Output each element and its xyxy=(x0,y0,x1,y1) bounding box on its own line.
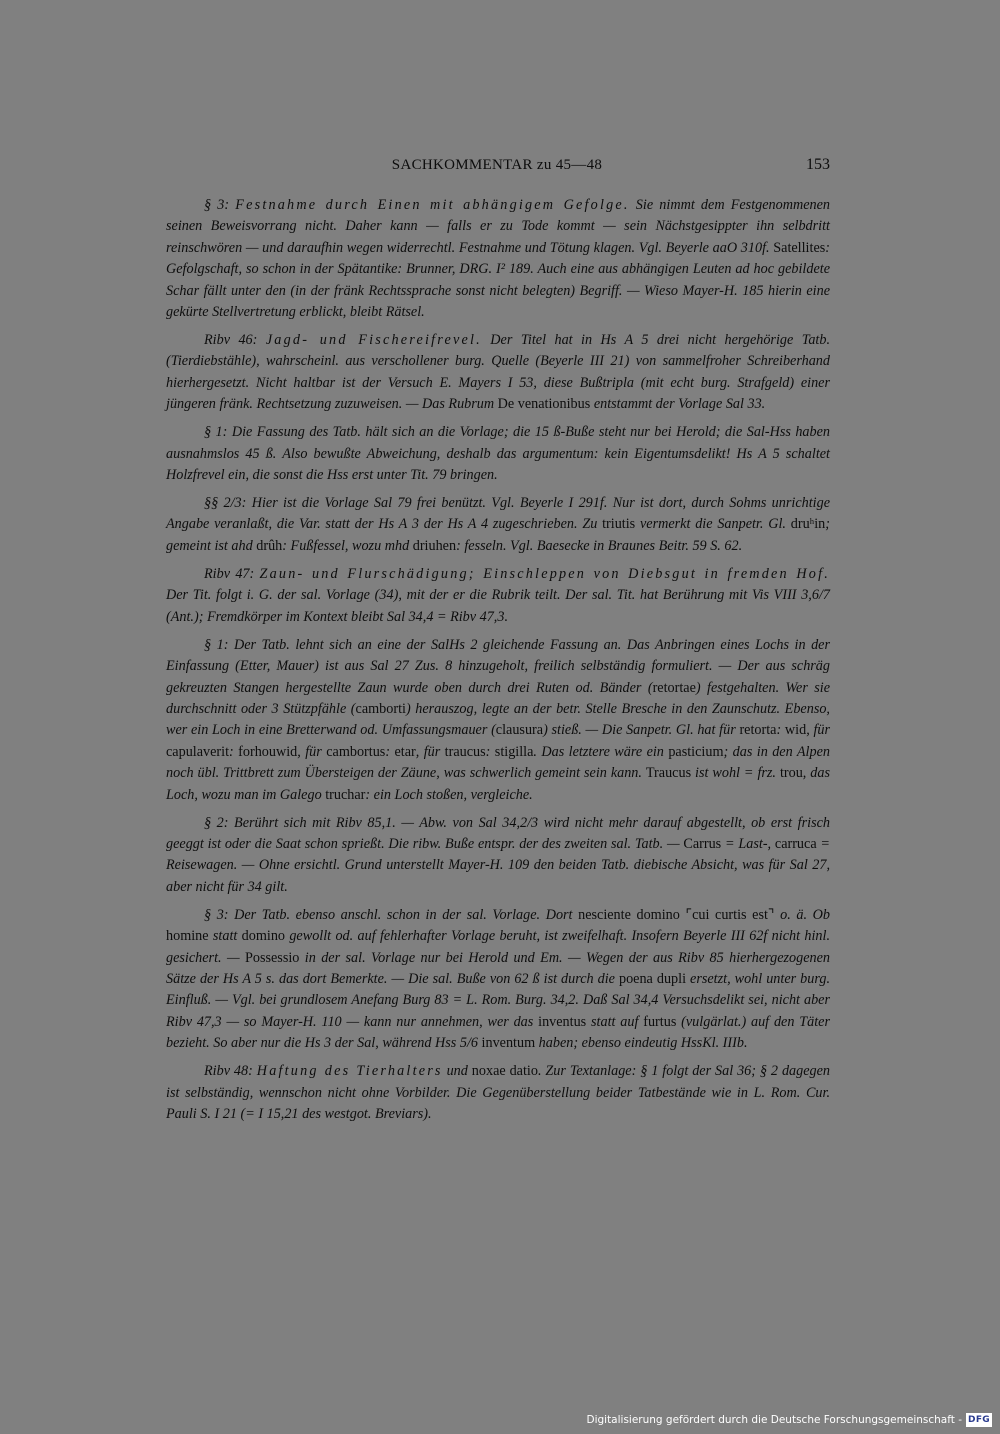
dfg-logo-icon: DFG xyxy=(966,1413,992,1427)
latin-term: carruca xyxy=(774,835,817,852)
latin-term: Satellites xyxy=(773,239,826,256)
paragraph xyxy=(166,905,830,1055)
latin-term: driuhen xyxy=(412,537,457,554)
text-run: = Reisewagen. — Ohne ersichtl. Grund unterstellt Mayer-H. 109 den beiden Tatb. diebische Absicht, was für Sal 27, aber nicht für 34 gilt. xyxy=(166,835,830,895)
text-run: ) stieß. — Die Sanpetr. Gl. hat für xyxy=(543,722,740,739)
text-run: . Das letztere wäre ein xyxy=(533,743,669,760)
text-run: entstammt der Vorlage Sal 33. xyxy=(590,396,766,413)
section-heading-spaced: Festnahme durch Einen mit abhängigem Gefolge. xyxy=(235,197,630,213)
text-run: Ribv 48: xyxy=(204,1063,257,1080)
text-run: ) festgehalten. Wer sie durchschnitt oder 3 Stützpfähle ( xyxy=(166,679,830,717)
latin-term: capulaverit xyxy=(166,743,230,760)
text-run: haben; ebenso eindeutig HssKl. IIIb. xyxy=(535,1035,748,1052)
text-run: Sie nimmt dem Festgenommenen seinen Beweisvorrang nicht. Daher kann — falls er zu Tode kommt — sein Nächstgesippter ihn selbdritt reinschwören — und daraufhin wegen widerrechtl. Festnahme und Tötung klagen. Vgl. Beyerle aaO 310f. xyxy=(166,197,830,256)
latin-term: clausura xyxy=(495,722,544,739)
latin-term: stigilla xyxy=(494,743,534,760)
paragraph xyxy=(166,330,830,416)
latin-term: Traucus xyxy=(645,765,692,782)
text-run: Ribv 46: xyxy=(204,332,266,349)
latin-term: drûh xyxy=(256,537,283,554)
text-run: statt auf xyxy=(586,1013,644,1030)
text-run: § 1: Der Tatb. lehnt sich an eine der SalHs 2 gleichende Fassung an. Das Anbringen eines Lochs in der Einfassung (Etter, Mauer) ist aus Sal 27 Zus. 8 hinzugeholt, freilich selbständig formuliert. — Der aus schräg gekreuzten Stangen hergestellte Zaun wurde oben durch drei Ruten od. Bänder ( xyxy=(166,636,830,696)
section-heading-spaced: Jagd- und Fischereifrevel. xyxy=(265,332,482,349)
latin-term: triutis xyxy=(602,516,636,533)
text-run: . Zur Textanlage: § 1 folgt der Sal 36; § 2 dagegen ist selbständig, wennschon nicht ohne Vorbilder. Die Gegenüberstellung beider Tatbestände wie in L. Rom. Cur. Pauli S. I 21 (= I 15,21 des westgot. Breviars). xyxy=(166,1063,831,1122)
text-run: : xyxy=(385,743,395,760)
text-run: : xyxy=(776,722,785,739)
paragraph xyxy=(166,195,830,323)
text-run: ; gemeint ist ahd xyxy=(166,516,830,554)
text-run: Ribv 47: xyxy=(204,565,260,582)
text-run: § 3: Der Tatb. ebenso anschl. schon in der sal. Vorlage. Dort xyxy=(204,906,579,923)
text-run: = Last-, xyxy=(721,835,775,852)
latin-term: noxae datio xyxy=(471,1063,538,1080)
paragraph xyxy=(166,493,830,557)
latin-term: homine xyxy=(166,928,209,945)
text-run: § 3: xyxy=(204,197,236,213)
paragraph xyxy=(166,1061,830,1125)
text-run: § 1: Die Fassung des Tatb. hält sich an die Vorlage; die 15 ß-Buße steht nur bei Herold; die Sal-Hss haben ausnahmslos 45 ß. Also bewußte Abweichung, deshalb das argumentum: kein Eigentumsdelikt! Hs A 5 schaltet Holzfrevel ein, die sonst die Hss erst unter Tit. 79 bringen. xyxy=(166,424,830,484)
paragraph xyxy=(166,564,830,628)
page-number: 153 xyxy=(806,156,830,173)
latin-term: forhouwid xyxy=(238,743,298,760)
section-heading-spaced: Zaun- und Flurschädigung; Einschleppen von Diebsgut in fremden Hof. xyxy=(259,565,830,582)
latin-term: Carrus xyxy=(683,835,722,852)
latin-term: poena dupli xyxy=(618,970,687,987)
latin-term: wid xyxy=(784,722,807,739)
latin-term: etar xyxy=(394,743,416,760)
text-run: § 2: Berührt sich mit Ribv 85,1. — Abw. von Sal 34,2/3 wird nicht mehr darauf abgestellt, ob erst frisch geeggt ist oder die Saat schon sprießt. Die ribw. Buße entspr. der des zweiten sal. Tatb. — xyxy=(166,814,830,852)
latin-term: Possessio xyxy=(244,949,300,966)
text-run: Der Titel hat in Hs A 5 drei nicht hergehörige Tatb. (Tierdiebstähle), wahrscheinl. aus verschollener burg. Quelle (Beyerle III 21) von sammelfroher Schreiberhand hierhergesetzt. Nicht haltbar ist der Versuch E. Mayers I 53, diese Bußtripla (mit echt burg. Strafgeld) einer jüngeren fränk. Rechtsetzung zuzuweisen. — Das Rubrum xyxy=(166,332,830,413)
text-run: ; das in den Alpen noch übl. Trittbrett zum Übersteigen der Zäune, was schwerlich gemeint sein kann. xyxy=(166,743,830,782)
body-text xyxy=(166,195,830,1132)
latin-term: domino xyxy=(241,928,286,945)
text-run: und xyxy=(442,1063,472,1080)
paragraph xyxy=(166,813,830,899)
latin-term: truchar xyxy=(325,786,366,803)
latin-term: trou xyxy=(779,765,803,782)
text-run: ersetzt, wohl unter burg. Einfluß. — Vgl. bei grundlosem Anefang Burg 83 = L. Rom. Burg. 34,2. Daß Sal 34,4 Versuchsdelikt sei, nicht aber Ribv 47,3 — so Mayer-H. 110 — kann nur annehmen, wer das xyxy=(166,970,830,1030)
latin-term: inventum xyxy=(481,1035,536,1052)
latin-term: camborti xyxy=(355,700,406,717)
text-run: : fesseln. Vgl. Baesecke in Braunes Beitr. 59 S. 62. xyxy=(456,537,743,554)
text-run: o. ä. Ob xyxy=(774,906,831,923)
page-header xyxy=(164,155,830,177)
paragraph xyxy=(166,635,830,806)
running-title: SACHKOMMENTAR zu 45—48 xyxy=(391,157,603,173)
text-run: : xyxy=(229,743,239,760)
funding-note: Digitalisierung gefördert durch die Deutsche Forschungsgemeinschaft - xyxy=(586,1414,962,1426)
text-run: statt xyxy=(208,928,242,945)
text-run: (vulgärlat.) auf den Täter bezieht. So aber nur die Hs 3 der Sal, während Hss 5/6 xyxy=(166,1013,830,1052)
text-run: Der Tit. folgt i. G. der sal. Vorlage (34), mit der er die Rubrik teilt. Der sal. Tit. hat Berührung mit Vis VIII 3,6/7 (Ant.); Fremdkörper im Kontext bleibt Sal 34,4 = Ribv 47,3. xyxy=(166,587,830,625)
latin-term: furtus xyxy=(643,1013,677,1030)
latin-term: cambortus xyxy=(326,743,386,760)
latin-term: pasticium xyxy=(668,743,724,760)
latin-term: nesciente domino ⌜cui curtis est⌝ xyxy=(578,906,775,923)
latin-term: retorta xyxy=(739,722,777,739)
latin-term: inventus xyxy=(538,1013,587,1030)
text-run: , für xyxy=(806,722,830,739)
latin-term: traucus xyxy=(444,743,486,760)
latin-term: druʰin xyxy=(790,516,826,533)
text-run: §§ 2/3: Hier ist die Vorlage Sal 79 frei benützt. Vgl. Beyerle I 291f. Nur ist dort, durch Sohms unrichtige Angabe veranlaßt, die Var. statt der Hs A 3 der Hs A 4 zugeschrieben. Zu xyxy=(166,495,830,533)
text-run: , für xyxy=(415,743,445,760)
latin-term: retortae xyxy=(652,679,696,696)
text-run: in der sal. Vorlage nur bei Herold und Em. — Wegen der aus Ribv 85 hierhergezogenen Sätze der Hs A 5 s. das dort Bemerkte. — Die sal. Buße von 62 ß ist durch die xyxy=(166,949,830,987)
text-run: : Gefolgschaft, so schon in der Spätantike: Brunner, DRG. I² 189. Auch eine aus abhängigen Leuten ad hoc gebildete Schar fällt unter den (in der fränk Rechtssprache sonst nicht belegten) Begriff. — Wieso Mayer-H. 185 hierin eine gekürte Stellvertretung erblickt, bleibt Rätsel. xyxy=(166,239,830,321)
text-run: vermerkt die Sanpetr. Gl. xyxy=(635,516,791,533)
text-run: : ein Loch stoßen, vergleiche. xyxy=(365,786,533,803)
text-run: gewollt od. auf fehlerhafter Vorlage beruht, ist zweifelhaft. Insofern Beyerle III 62f nicht hinl. gesichert. — xyxy=(166,928,830,966)
section-heading-spaced: Haftung des Tierhalters xyxy=(256,1063,443,1080)
text-run: , das Loch, wozu man im Galego xyxy=(166,765,830,803)
paragraph xyxy=(166,422,830,486)
text-run: : xyxy=(485,743,495,760)
text-run: ) herauszog, legte an der betr. Stelle Bresche in den Zaunschutz. Ebenso, wer ein Loch in eine Bretterwand od. Umfassungsmauer ( xyxy=(166,700,830,739)
latin-term: De venationibus xyxy=(497,396,591,413)
text-run: : Fußfessel, wozu mhd xyxy=(282,537,413,554)
footer xyxy=(586,1410,992,1430)
text-run: , für xyxy=(297,743,327,760)
text-run: ist wohl = frz. xyxy=(691,765,780,782)
